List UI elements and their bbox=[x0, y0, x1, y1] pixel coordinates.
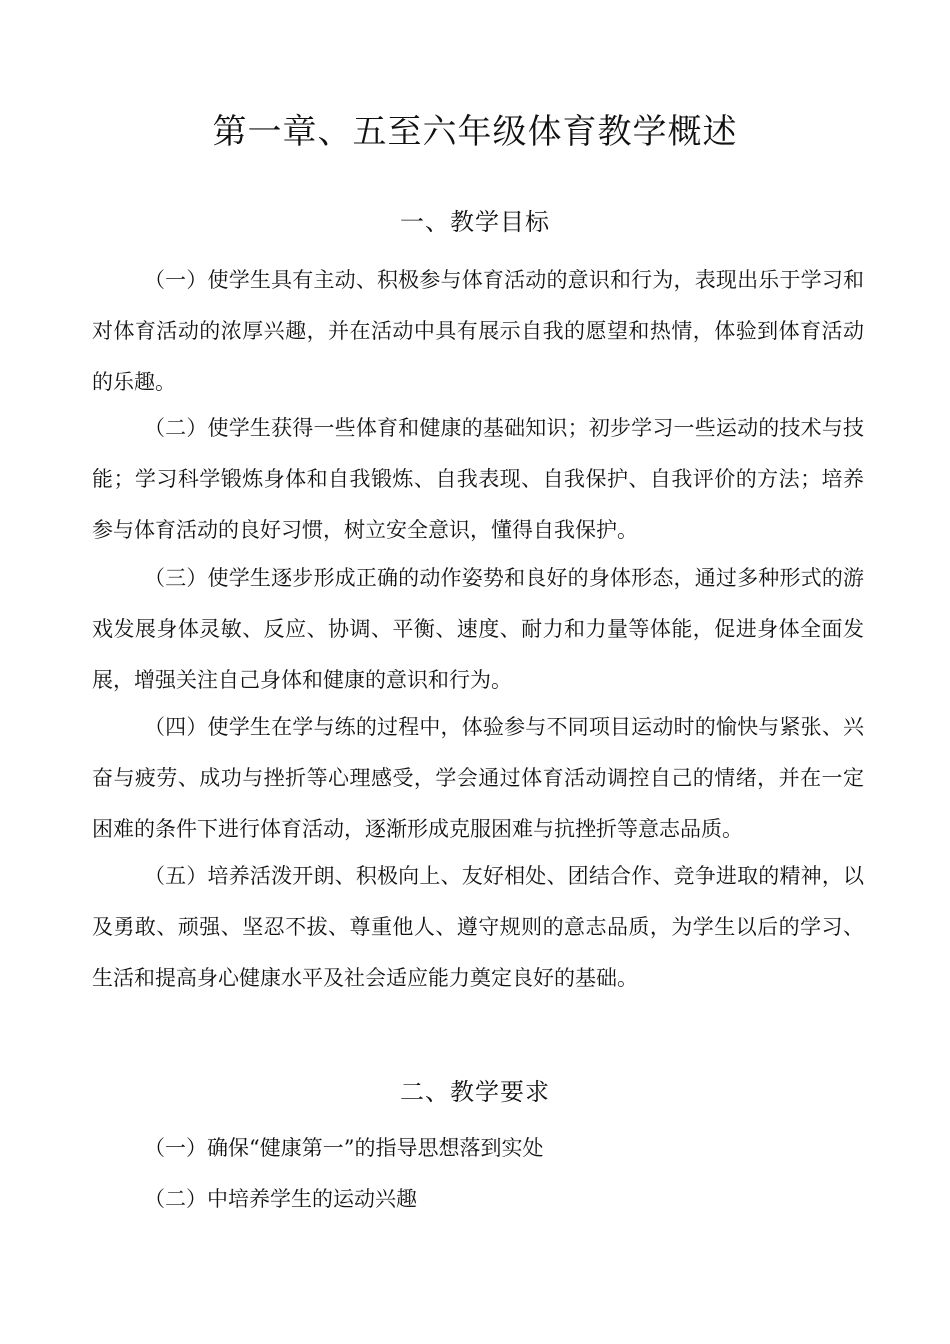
goal-paragraph-3: （三）使学生逐步形成正确的动作姿势和良好的身体形态，通过多种形式的游戏发展身体灵敏、反应、协调、平衡、速度、耐力和力量等体能，促进身体全面发展，增强关注自己身体和健康的意识和行为。 bbox=[92, 566, 864, 692]
section-heading-teaching-goals: 一、教学目标 bbox=[400, 208, 550, 236]
goal-paragraph-5: （五）培养活泼开朗、积极向上、友好相处、团结合作、竞争进取的精神，以及勇敢、顽强、坚忍不拔、尊重他人、遵守规则的意志品质，为学生以后的学习、生活和提高身心健康水平及社会适应能力奠定良好的基础。 bbox=[92, 864, 864, 990]
goal-paragraph-2: （二）使学生获得一些体育和健康的基础知识；初步学习一些运动的技术与技能；学习科学锻炼身体和自我锻炼、自我表现、自我保护、自我评价的方法；培养参与体育活动的良好习惯，树立安全意识，懂得自我保护。 bbox=[92, 416, 864, 542]
section-heading-teaching-requirements: 二、教学要求 bbox=[400, 1078, 550, 1106]
chapter-title: 第一章、五至六年级体育教学概述 bbox=[212, 112, 738, 152]
goal-paragraph-1: （一）使学生具有主动、积极参与体育活动的意识和行为，表现出乐于学习和对体育活动的浓厚兴趣，并在活动中具有展示自我的愿望和热情，体验到体育活动的乐趣。 bbox=[92, 268, 864, 394]
goal-paragraph-4: （四）使学生在学与练的过程中，体验参与不同项目运动时的愉快与紧张、兴奋与疲劳、成功与挫折等心理感受，学会通过体育活动调控自己的情绪，并在一定困难的条件下进行体育活动，逐渐形成克服困难与抗挫折等意志品质。 bbox=[92, 715, 864, 841]
requirement-item-1: （一）确保“健康第一”的指导思想落到实处 bbox=[144, 1136, 544, 1160]
requirement-item-2: （二）中培养学生的运动兴趣 bbox=[144, 1187, 417, 1211]
